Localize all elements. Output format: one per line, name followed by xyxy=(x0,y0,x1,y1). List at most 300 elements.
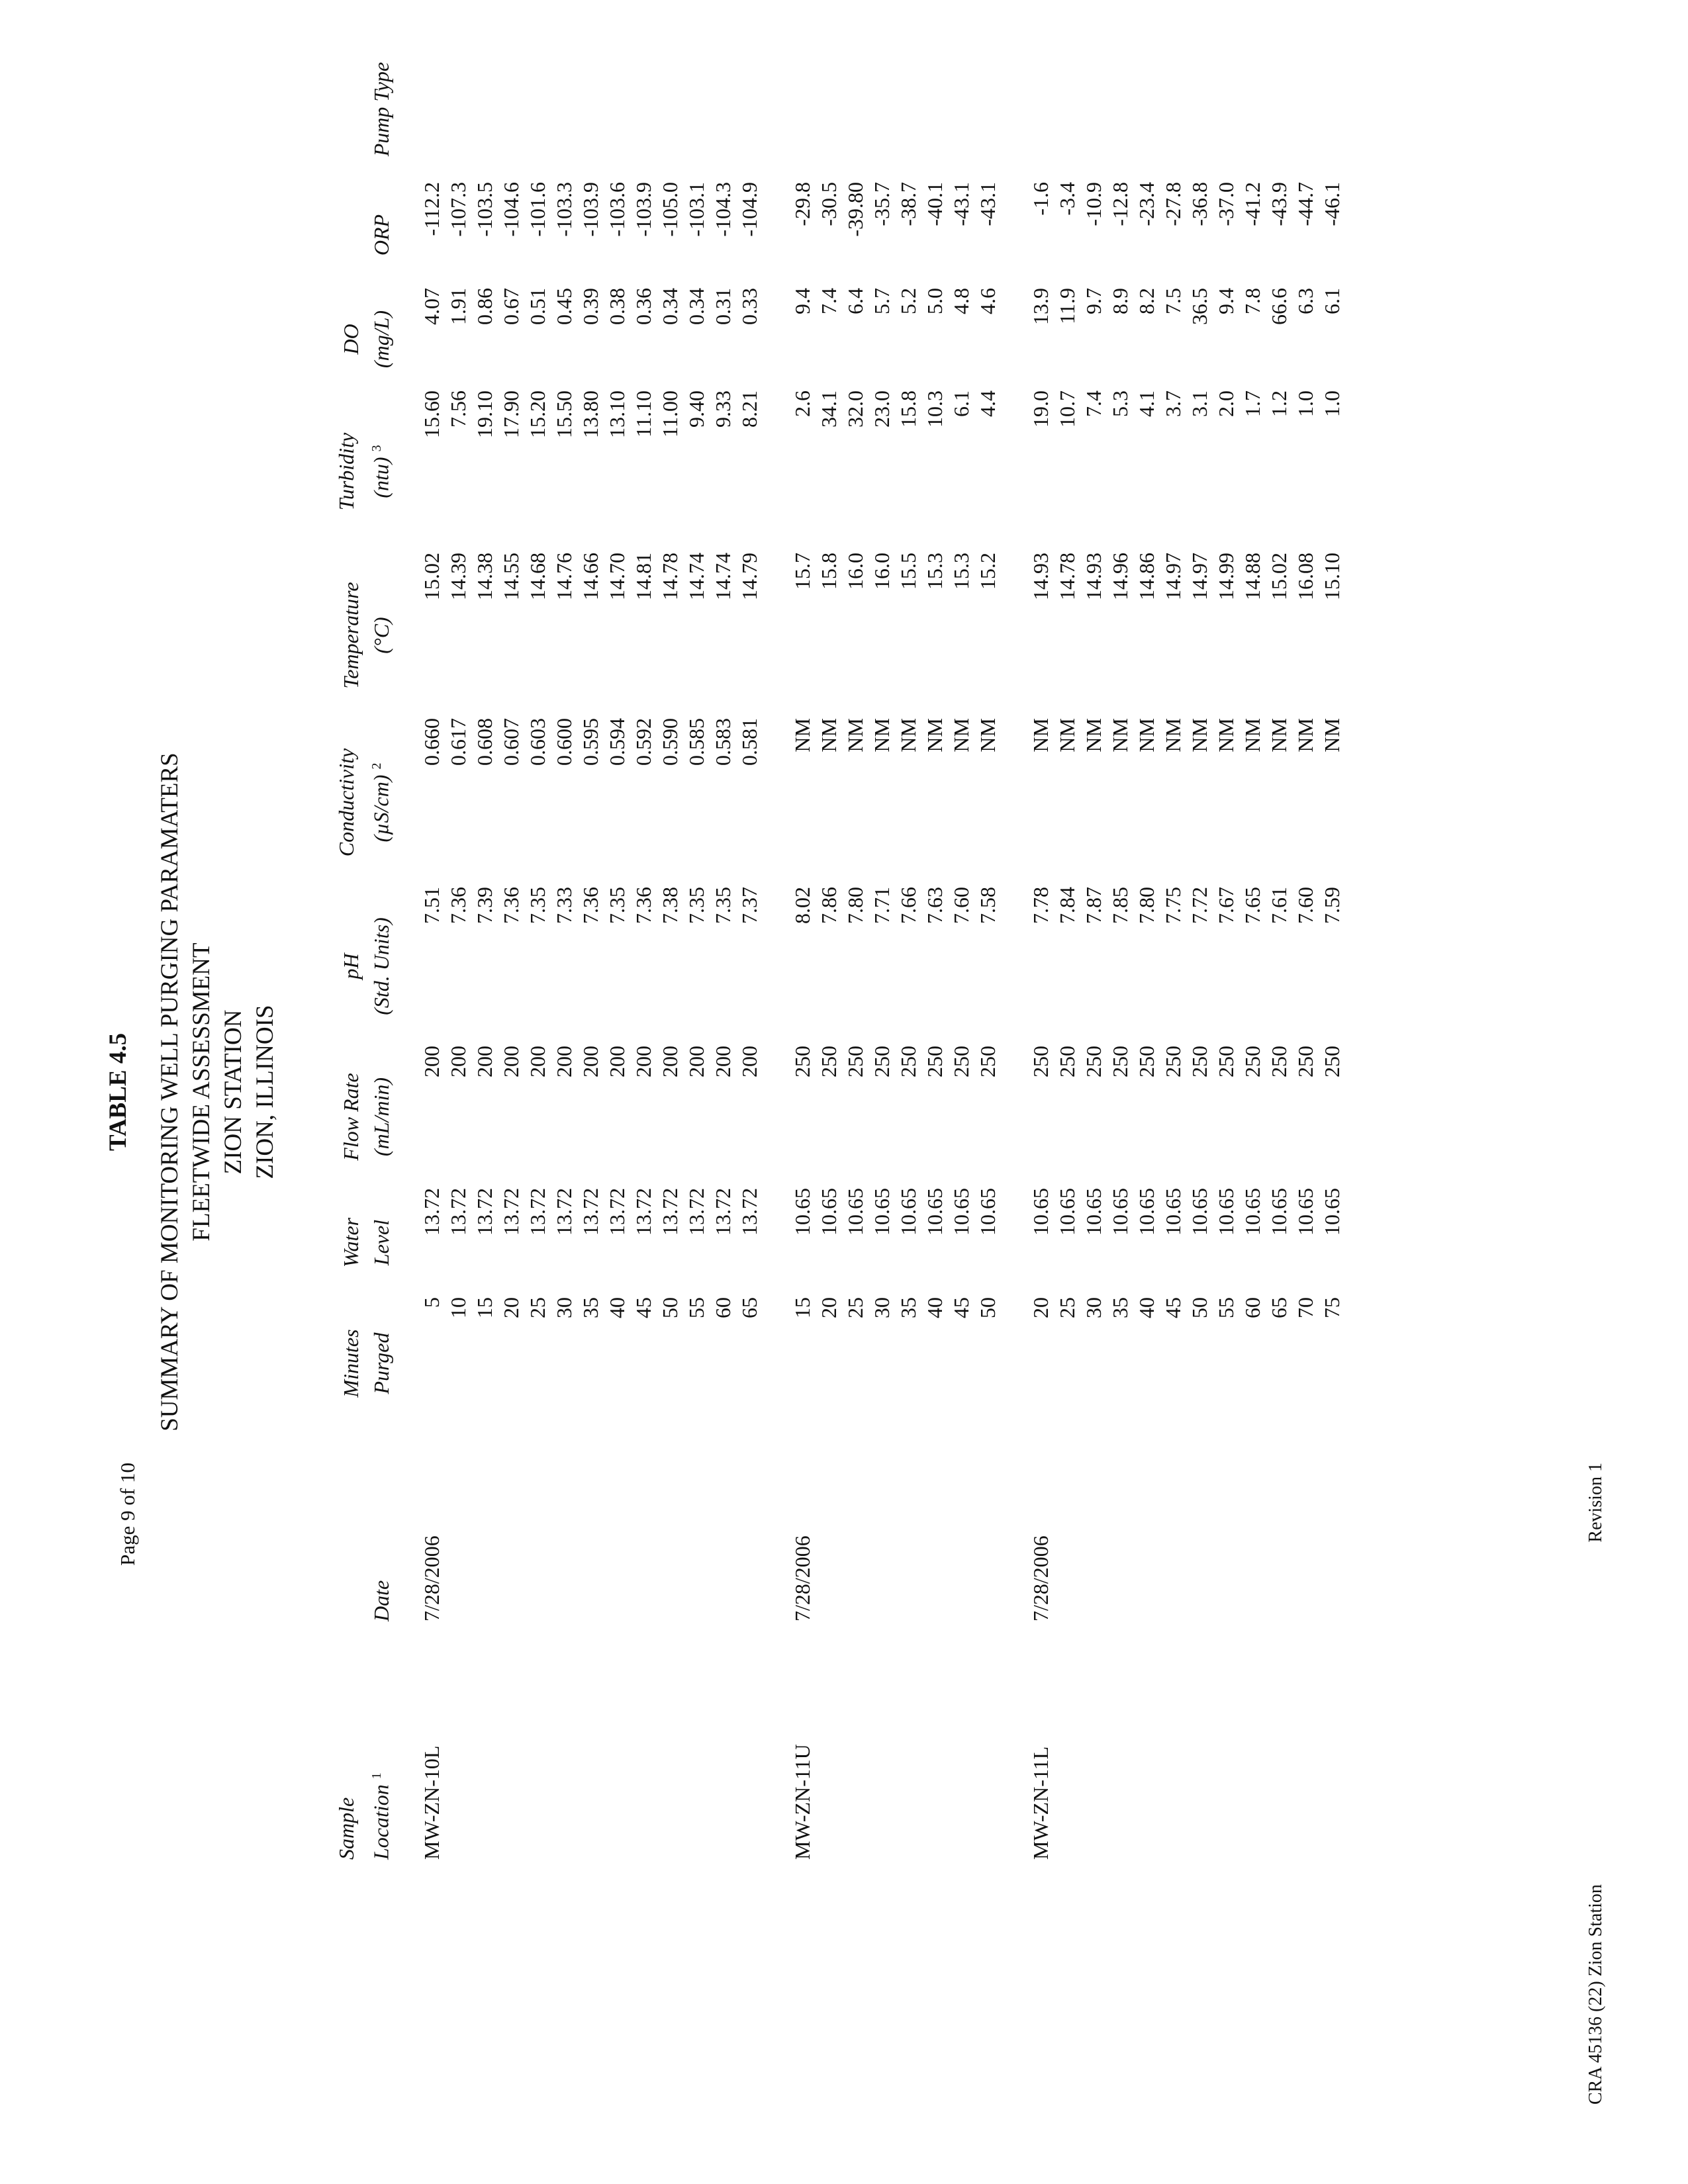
cell-water-level: 10.65 xyxy=(870,1188,894,1236)
cell-flow-rate: 200 xyxy=(737,1046,762,1077)
cell-pump-type xyxy=(525,36,551,182)
cell-flow-rate: 200 xyxy=(684,1046,709,1077)
table-row xyxy=(684,36,710,1860)
cell-temperature: 15.3 xyxy=(949,553,974,590)
cell-dissolved-oxygen: 11.9 xyxy=(1055,288,1080,324)
cell-conductivity: 0.595 xyxy=(579,718,603,766)
cell-temperature: 14.74 xyxy=(684,553,709,600)
cell-flow-rate: 250 xyxy=(1108,1046,1133,1077)
cell-water-level: 10.65 xyxy=(923,1188,947,1236)
cell-orp: -44.7 xyxy=(1293,182,1318,226)
cell-orp: -105.0 xyxy=(658,182,682,237)
cell-turbidity: 4.4 xyxy=(976,390,1000,417)
cell-orp: -36.8 xyxy=(1188,182,1212,226)
cell-minutes-purged: 70 xyxy=(1293,1297,1318,1318)
cell-orp: -43.9 xyxy=(1267,182,1291,226)
cell-temperature: 14.38 xyxy=(473,553,497,600)
cell-flow-rate: 200 xyxy=(526,1046,550,1077)
cell-dissolved-oxygen: 13.9 xyxy=(1029,288,1053,325)
cell-sample-location xyxy=(1055,1621,1081,1860)
cell-sample-location xyxy=(1293,1621,1319,1860)
cell-ph: 7.60 xyxy=(949,887,974,924)
header-water-level: Water Level xyxy=(338,1217,393,1268)
cell-minutes-purged: 25 xyxy=(843,1297,868,1318)
cell-turbidity: 1.0 xyxy=(1320,390,1344,417)
table-body xyxy=(419,36,1346,1860)
cell-date xyxy=(445,1430,472,1621)
cell-dissolved-oxygen: 6.4 xyxy=(843,288,868,314)
group-spacer xyxy=(1002,36,1028,1860)
cell-water-level: 10.65 xyxy=(896,1188,921,1236)
cell-date xyxy=(1240,1430,1266,1621)
cell-flow-rate: 200 xyxy=(473,1046,497,1077)
cell-sample-location xyxy=(922,1621,949,1860)
cell-dissolved-oxygen: 0.45 xyxy=(552,288,577,325)
cell-dissolved-oxygen: 0.36 xyxy=(632,288,656,325)
cell-flow-rate: 250 xyxy=(843,1046,868,1077)
cell-pump-type xyxy=(1160,36,1187,182)
cell-pump-type xyxy=(1134,36,1160,182)
cell-pump-type xyxy=(1240,36,1266,182)
cell-orp: -104.6 xyxy=(499,182,524,237)
cell-turbidity: 32.0 xyxy=(843,390,868,428)
cell-date xyxy=(1293,1430,1319,1621)
table-row xyxy=(1187,36,1213,1860)
footer-reference: CRA 45136 (22) Zion Station xyxy=(1585,1884,1606,2105)
cell-ph: 7.63 xyxy=(923,887,947,924)
cell-ph: 7.38 xyxy=(658,887,682,924)
cell-turbidity: 11.00 xyxy=(658,390,682,437)
cell-flow-rate: 200 xyxy=(579,1046,603,1077)
cell-temperature: 15.10 xyxy=(1320,553,1344,600)
cell-turbidity: 9.40 xyxy=(684,390,709,428)
cell-minutes-purged: 75 xyxy=(1320,1297,1344,1318)
cell-dissolved-oxygen: 0.31 xyxy=(711,288,735,325)
cell-dissolved-oxygen: 4.07 xyxy=(420,288,444,325)
header-row xyxy=(331,36,419,1860)
cell-turbidity: 19.10 xyxy=(473,390,497,438)
cell-flow-rate: 250 xyxy=(1029,1046,1053,1077)
header-orp: ORP xyxy=(369,214,393,256)
cell-conductivity: 0.592 xyxy=(632,718,656,766)
cell-flow-rate: 200 xyxy=(605,1046,630,1077)
cell-orp: -38.7 xyxy=(896,182,921,226)
cell-turbidity: 23.0 xyxy=(870,390,894,428)
cell-temperature: 14.93 xyxy=(1082,553,1106,600)
cell-turbidity: 1.0 xyxy=(1293,390,1318,417)
cell-minutes-purged: 20 xyxy=(817,1297,841,1318)
cell-dissolved-oxygen: 9.4 xyxy=(1214,288,1239,314)
cell-temperature: 15.5 xyxy=(896,553,921,590)
table-row xyxy=(1160,36,1187,1860)
cell-water-level: 10.65 xyxy=(1029,1188,1053,1236)
cell-ph: 7.67 xyxy=(1214,887,1239,924)
cell-flow-rate: 250 xyxy=(1320,1046,1344,1077)
cell-pump-type xyxy=(1293,36,1319,182)
cell-sample-location xyxy=(949,1621,975,1860)
cell-dissolved-oxygen: 7.8 xyxy=(1241,288,1265,314)
cell-minutes-purged: 20 xyxy=(499,1297,524,1318)
cell-orp: -103.6 xyxy=(605,182,630,237)
cell-ph: 7.36 xyxy=(632,887,656,924)
cell-date xyxy=(472,1430,498,1621)
cell-water-level: 10.65 xyxy=(790,1188,815,1236)
cell-pump-type xyxy=(604,36,631,182)
cell-sample-location xyxy=(472,1621,498,1860)
cell-dissolved-oxygen: 0.67 xyxy=(499,288,524,325)
cell-pump-type xyxy=(419,36,445,182)
cell-conductivity: NM xyxy=(949,718,974,752)
table-row xyxy=(1266,36,1293,1860)
cell-temperature: 16.08 xyxy=(1293,553,1318,600)
table-title: SUMMARY OF MONITORING WELL PURGING PARAMATERS xyxy=(156,752,183,1432)
cell-flow-rate: 250 xyxy=(1082,1046,1106,1077)
cell-conductivity: NM xyxy=(1029,718,1053,752)
cell-water-level: 13.72 xyxy=(552,1188,577,1236)
cell-orp: -1.6 xyxy=(1029,182,1053,216)
cell-flow-rate: 250 xyxy=(1055,1046,1080,1077)
cell-pump-type xyxy=(1055,36,1081,182)
table-row xyxy=(922,36,949,1860)
cell-water-level: 13.72 xyxy=(658,1188,682,1236)
table-row xyxy=(737,36,763,1860)
cell-minutes-purged: 25 xyxy=(1055,1297,1080,1318)
cell-sample-location xyxy=(896,1621,922,1860)
cell-sample-location xyxy=(498,1621,525,1860)
cell-water-level: 13.72 xyxy=(605,1188,630,1236)
cell-sample-location: MW-ZN-11L xyxy=(1029,1746,1053,1860)
cell-pump-type xyxy=(790,36,816,182)
cell-turbidity: 13.80 xyxy=(579,390,603,438)
cell-date xyxy=(551,1430,578,1621)
cell-temperature: 14.88 xyxy=(1241,553,1265,600)
cell-flow-rate: 250 xyxy=(1293,1046,1318,1077)
cell-flow-rate: 250 xyxy=(790,1046,815,1077)
cell-minutes-purged: 60 xyxy=(711,1297,735,1318)
cell-turbidity: 4.1 xyxy=(1135,390,1159,417)
cell-orp: -46.1 xyxy=(1320,182,1344,226)
cell-minutes-purged: 25 xyxy=(526,1297,550,1318)
table-row xyxy=(445,36,472,1860)
cell-dissolved-oxygen: 9.7 xyxy=(1082,288,1106,314)
cell-minutes-purged: 45 xyxy=(1161,1297,1186,1318)
cell-temperature: 15.8 xyxy=(817,553,841,590)
cell-minutes-purged: 60 xyxy=(1241,1297,1265,1318)
cell-water-level: 10.65 xyxy=(1241,1188,1265,1236)
cell-pump-type xyxy=(896,36,922,182)
table-row xyxy=(1028,36,1055,1860)
cell-minutes-purged: 35 xyxy=(896,1297,921,1318)
cell-dissolved-oxygen: 0.86 xyxy=(473,288,497,325)
cell-flow-rate: 200 xyxy=(499,1046,524,1077)
cell-date xyxy=(975,1430,1002,1621)
cell-dissolved-oxygen: 5.7 xyxy=(870,288,894,314)
cell-ph: 7.87 xyxy=(1082,887,1106,924)
cell-date xyxy=(737,1430,763,1621)
title-block xyxy=(103,0,281,2184)
cell-orp: -103.9 xyxy=(632,182,656,237)
cell-turbidity: 15.60 xyxy=(420,390,444,438)
cell-turbidity: 11.10 xyxy=(632,390,656,437)
cell-sample-location xyxy=(1187,1621,1213,1860)
cell-orp: -104.9 xyxy=(737,182,762,237)
cell-pump-type xyxy=(1213,36,1240,182)
cell-temperature: 14.78 xyxy=(1055,553,1080,600)
table-row xyxy=(1293,36,1319,1860)
cell-dissolved-oxygen: 8.2 xyxy=(1135,288,1159,314)
cell-ph: 7.39 xyxy=(473,887,497,924)
cell-pump-type xyxy=(816,36,843,182)
cell-turbidity: 10.7 xyxy=(1055,390,1080,428)
cell-minutes-purged: 10 xyxy=(446,1297,471,1318)
cell-orp: -41.2 xyxy=(1241,182,1265,226)
cell-date xyxy=(631,1430,657,1621)
cell-sample-location xyxy=(631,1621,657,1860)
cell-dissolved-oxygen: 1.91 xyxy=(446,288,471,325)
cell-minutes-purged: 50 xyxy=(658,1297,682,1318)
cell-orp: -103.3 xyxy=(552,182,577,237)
cell-dissolved-oxygen: 0.51 xyxy=(526,288,550,325)
cell-turbidity: 1.7 xyxy=(1241,390,1265,417)
cell-pump-type xyxy=(975,36,1002,182)
cell-water-level: 13.72 xyxy=(499,1188,524,1236)
cell-sample-location xyxy=(604,1621,631,1860)
cell-temperature: 15.3 xyxy=(923,553,947,590)
cell-ph: 7.58 xyxy=(976,887,1000,924)
cell-minutes-purged: 55 xyxy=(1214,1297,1239,1318)
table-row xyxy=(843,36,869,1860)
cell-pump-type xyxy=(657,36,684,182)
cell-turbidity: 15.8 xyxy=(896,390,921,428)
cell-water-level: 10.65 xyxy=(1214,1188,1239,1236)
cell-flow-rate: 250 xyxy=(1267,1046,1291,1077)
cell-flow-rate: 250 xyxy=(1214,1046,1239,1077)
cell-turbidity: 9.33 xyxy=(711,390,735,428)
cell-flow-rate: 200 xyxy=(632,1046,656,1077)
cell-dissolved-oxygen: 0.33 xyxy=(737,288,762,325)
cell-date xyxy=(1055,1430,1081,1621)
cell-turbidity: 2.0 xyxy=(1214,390,1239,417)
cell-date xyxy=(684,1430,710,1621)
table-row xyxy=(578,36,604,1860)
cell-dissolved-oxygen: 4.8 xyxy=(949,288,974,314)
cell-ph: 7.66 xyxy=(896,887,921,924)
table-row xyxy=(949,36,975,1860)
cell-conductivity: NM xyxy=(817,718,841,752)
cell-minutes-purged: 50 xyxy=(976,1297,1000,1318)
cell-conductivity: NM xyxy=(870,718,894,752)
cell-water-level: 10.65 xyxy=(1293,1188,1318,1236)
cell-minutes-purged: 5 xyxy=(420,1297,444,1308)
cell-conductivity: 0.581 xyxy=(737,718,762,766)
cell-ph: 7.51 xyxy=(420,887,444,924)
cell-pump-type xyxy=(1319,36,1346,182)
cell-water-level: 10.65 xyxy=(1082,1188,1106,1236)
cell-orp: -35.7 xyxy=(870,182,894,226)
cell-dissolved-oxygen: 4.6 xyxy=(976,288,1000,314)
cell-ph: 7.33 xyxy=(552,887,577,924)
cell-dissolved-oxygen: 36.5 xyxy=(1188,288,1212,325)
cell-ph: 7.36 xyxy=(499,887,524,924)
header-ph: pH (Std. Units) xyxy=(338,917,393,1015)
cell-pump-type xyxy=(1187,36,1213,182)
cell-turbidity: 15.50 xyxy=(552,390,577,438)
cell-turbidity: 10.3 xyxy=(923,390,947,428)
cell-temperature: 14.76 xyxy=(552,553,577,600)
cell-date xyxy=(710,1430,737,1621)
page-number: Page 9 of 10 xyxy=(116,1463,139,1566)
cell-minutes-purged: 40 xyxy=(605,1297,630,1318)
cell-ph: 7.71 xyxy=(870,887,894,924)
cell-sample-location xyxy=(1134,1621,1160,1860)
group-spacer xyxy=(763,36,790,1860)
cell-ph: 7.75 xyxy=(1161,887,1186,924)
cell-temperature: 15.02 xyxy=(420,553,444,600)
cell-conductivity: NM xyxy=(1188,718,1212,752)
cell-conductivity: 0.603 xyxy=(526,718,550,766)
cell-orp: -12.8 xyxy=(1108,182,1133,226)
cell-conductivity: 0.583 xyxy=(711,718,735,766)
cell-ph: 7.35 xyxy=(711,887,735,924)
cell-flow-rate: 200 xyxy=(446,1046,471,1077)
cell-orp: -30.5 xyxy=(817,182,841,226)
cell-orp: -43.1 xyxy=(949,182,974,226)
cell-date xyxy=(922,1430,949,1621)
cell-sample-location: MW-ZN-11U xyxy=(790,1744,815,1860)
cell-temperature: 14.99 xyxy=(1214,553,1239,600)
cell-orp: -107.3 xyxy=(446,182,471,237)
cell-ph: 7.60 xyxy=(1293,887,1318,924)
cell-date xyxy=(949,1430,975,1621)
header-pump-type: Pump Type xyxy=(369,62,393,157)
cell-ph: 7.36 xyxy=(579,887,603,924)
table-row xyxy=(869,36,896,1860)
cell-sample-location xyxy=(1081,1621,1107,1860)
cell-conductivity: NM xyxy=(1241,718,1265,752)
cell-flow-rate: 250 xyxy=(896,1046,921,1077)
cell-flow-rate: 200 xyxy=(420,1046,444,1077)
header-dissolved-oxygen: DO (mg/L) xyxy=(338,310,393,369)
cell-dissolved-oxygen: 7.4 xyxy=(817,288,841,314)
cell-pump-type xyxy=(578,36,604,182)
cell-ph: 7.37 xyxy=(737,887,762,924)
cell-orp: -104.3 xyxy=(711,182,735,237)
cell-pump-type xyxy=(472,36,498,182)
cell-water-level: 13.72 xyxy=(473,1188,497,1236)
revision-label: Revision 1 xyxy=(1585,1463,1606,1543)
header-turbidity: Turbidity (ntu) $^3$ xyxy=(334,432,393,511)
table-row xyxy=(896,36,922,1860)
table-row xyxy=(1081,36,1107,1860)
cell-conductivity: NM xyxy=(1108,718,1133,752)
cell-pump-type xyxy=(1266,36,1293,182)
cell-temperature: 14.97 xyxy=(1161,553,1186,600)
cell-conductivity: 0.617 xyxy=(446,718,471,766)
cell-turbidity: 1.2 xyxy=(1267,390,1291,417)
cell-flow-rate: 250 xyxy=(976,1046,1000,1077)
cell-temperature: 14.78 xyxy=(658,553,682,600)
cell-pump-type xyxy=(737,36,763,182)
cell-conductivity: 0.608 xyxy=(473,718,497,766)
cell-temperature: 16.0 xyxy=(843,553,868,590)
cell-date: 7/28/2006 xyxy=(1029,1535,1053,1621)
cell-minutes-purged: 55 xyxy=(684,1297,709,1318)
cell-conductivity: NM xyxy=(976,718,1000,752)
cell-sample-location xyxy=(1213,1621,1240,1860)
cell-turbidity: 34.1 xyxy=(817,390,841,428)
cell-date xyxy=(1081,1430,1107,1621)
cell-flow-rate: 250 xyxy=(1161,1046,1186,1077)
cell-conductivity: NM xyxy=(1267,718,1291,752)
cell-turbidity: 3.1 xyxy=(1188,390,1212,417)
cell-date xyxy=(604,1430,631,1621)
cell-minutes-purged: 65 xyxy=(1267,1297,1291,1318)
cell-ph: 7.80 xyxy=(843,887,868,924)
cell-turbidity: 7.56 xyxy=(446,390,471,428)
cell-turbidity: 15.20 xyxy=(526,390,550,438)
cell-orp: -112.2 xyxy=(420,182,444,236)
title-location: ZION, ILLINOIS xyxy=(252,1005,279,1179)
cell-temperature: 14.66 xyxy=(579,553,603,600)
cell-temperature: 14.96 xyxy=(1108,553,1133,600)
cell-water-level: 10.65 xyxy=(1135,1188,1159,1236)
cell-minutes-purged: 50 xyxy=(1188,1297,1212,1318)
cell-flow-rate: 250 xyxy=(1188,1046,1212,1077)
cell-minutes-purged: 30 xyxy=(870,1297,894,1318)
cell-turbidity: 19.0 xyxy=(1029,390,1053,428)
cell-pump-type xyxy=(1028,36,1055,182)
cell-sample-location xyxy=(1107,1621,1134,1860)
header-sample-location: Sample Location $^1$ xyxy=(334,1772,393,1860)
cell-orp: -23.4 xyxy=(1135,182,1159,226)
cell-pump-type xyxy=(869,36,896,182)
cell-conductivity: 0.590 xyxy=(658,718,682,766)
table-row xyxy=(657,36,684,1860)
cell-conductivity: NM xyxy=(1055,718,1080,752)
table-row xyxy=(604,36,631,1860)
cell-flow-rate: 250 xyxy=(817,1046,841,1077)
cell-sample-location xyxy=(843,1621,869,1860)
cell-turbidity: 2.6 xyxy=(790,390,815,417)
cell-water-level: 10.65 xyxy=(1055,1188,1080,1236)
table-row xyxy=(1213,36,1240,1860)
cell-water-level: 10.65 xyxy=(976,1188,1000,1236)
cell-date xyxy=(657,1430,684,1621)
table-row xyxy=(419,36,445,1860)
cell-dissolved-oxygen: 0.34 xyxy=(684,288,709,325)
cell-minutes-purged: 35 xyxy=(579,1297,603,1318)
cell-date xyxy=(1187,1430,1213,1621)
cell-conductivity: 0.585 xyxy=(684,718,709,766)
cell-ph: 7.59 xyxy=(1320,887,1344,924)
cell-ph: 7.36 xyxy=(446,887,471,924)
cell-orp: -103.5 xyxy=(473,182,497,237)
cell-minutes-purged: 35 xyxy=(1108,1297,1133,1318)
table-row xyxy=(631,36,657,1860)
header-temperature: Temperature (°C) xyxy=(338,582,393,689)
cell-minutes-purged: 20 xyxy=(1029,1297,1053,1318)
cell-sample-location xyxy=(1240,1621,1266,1860)
cell-dissolved-oxygen: 66.6 xyxy=(1267,288,1291,325)
cell-water-level: 10.65 xyxy=(1188,1188,1212,1236)
cell-minutes-purged: 45 xyxy=(949,1297,974,1318)
cell-minutes-purged: 45 xyxy=(632,1297,656,1318)
cell-pump-type xyxy=(498,36,525,182)
cell-orp: -10.9 xyxy=(1082,182,1106,226)
cell-water-level: 13.72 xyxy=(579,1188,603,1236)
cell-minutes-purged: 15 xyxy=(473,1297,497,1318)
cell-minutes-purged: 40 xyxy=(1135,1297,1159,1318)
